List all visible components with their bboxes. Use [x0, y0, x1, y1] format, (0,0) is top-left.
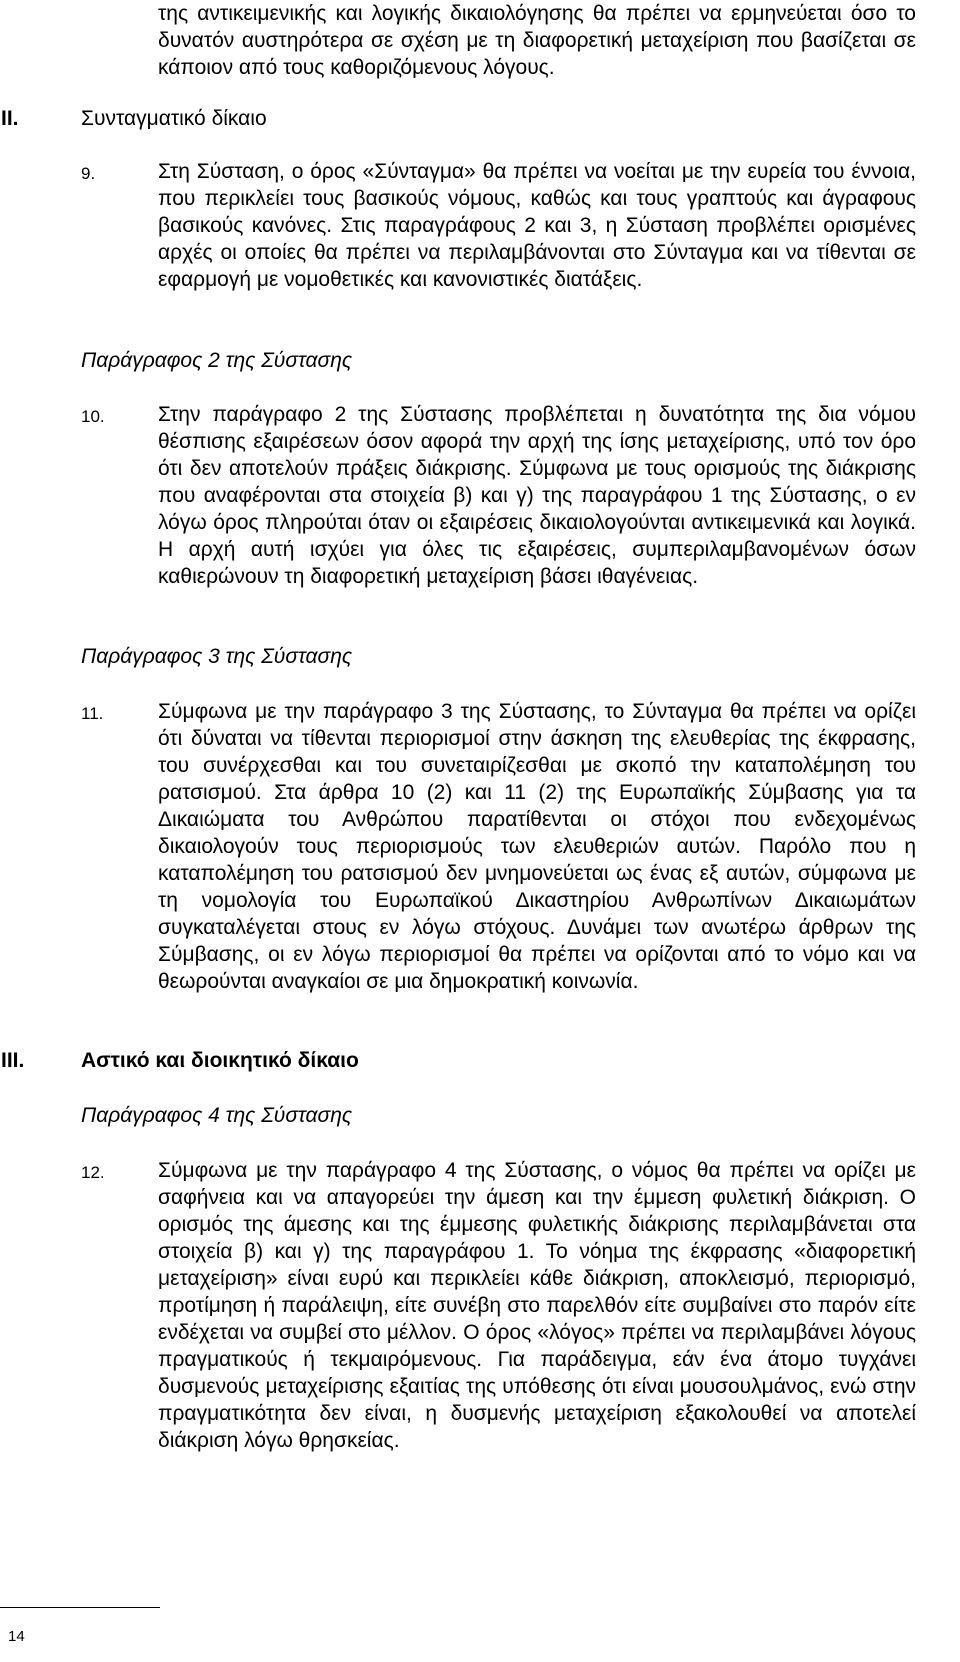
subheading-paragraph-3: Παράγραφος 3 της Σύστασης — [81, 645, 353, 668]
paragraph-number: 9. — [81, 164, 96, 183]
paragraph-9-text: Στη Σύσταση, ο όρος «Σύνταγμα» θα πρέπει να νοείται με την ευρεία του έννοια, που περικλείει τους βασικούς νόμους, καθώς και τους γραπτούς και άγραφους βασικούς κανόνες. Στις παραγράφους 2 και 3, η Σύσταση προβλέπει ορισμένες αρχές οι οποίες θα πρέπει να περιλαμβάνονται στο Σύνταγμα και να τίθενται σε εφαρμογή με νομοθετικές και κανονιστικές διατάξεις. — [158, 160, 916, 291]
paragraph-10-text: Στην παράγραφο 2 της Σύστασης προβλέπεται η δυνατότητα της δια νόμου θέσπισης εξαιρέσεων όσον αφορά την αρχή της ίσης μεταχείρισης, υπό τον όρο ότι δεν αποτελούν πράξεις διάκρισης. Σύμφωνα με τους ορισμούς της διάκρισης που αναφέρονται στα στοιχεία β) και γ) της παραγράφου 1 της Σύστασης, ο εν λόγω όρος πληρούται όταν οι εξαιρέσεις δικαιολογούνται αντικειμενικά και λογικά. Η αρχή αυτή ισχύει για όλες τις εξαιρέσεις, συμπεριλαμβανομένων όσων καθιερώνουν τη διαφορετική μεταχείριση βάσει ιθαγένειας. — [158, 403, 916, 588]
continuation-paragraph: της αντικειμενικής και λογικής δικαιολόγησης θα πρέπει να ερμηνεύεται όσο το δυνατόν αυστηρότερα σε σχέση με τη διαφορετική μεταχείριση που βασίζεται σε κάποιον από τους καθοριζόμενους λόγους. — [158, 2, 916, 79]
section-title: Συνταγματικό δίκαιο — [81, 107, 267, 130]
subheading-paragraph-2: Παράγραφος 2 της Σύστασης — [81, 349, 353, 372]
paragraph-number: 12. — [81, 1163, 105, 1182]
section-number: III. — [1, 1049, 25, 1072]
subheading-paragraph-4: Παράγραφος 4 της Σύστασης — [81, 1104, 353, 1127]
page-number: 14 — [8, 1628, 25, 1645]
paragraph-11-text: Σύμφωνα με την παράγραφο 3 της Σύστασης, το Σύνταγμα θα πρέπει να ορίζει ότι δύναται να τίθενται περιορισμοί στην άσκηση της ελευθερίας της έκφρασης, του συνέρχεσθαι και του συνεταιρίζεσθαι με σκοπό την καταπολέμηση του ρατσισμού. Στα άρθρα 10 (2) και 11 (2) της Ευρωπαϊκής Σύμβασης για τα Δικαιώματα του Ανθρώπου παρατίθενται οι στόχοι που ενδεχομένως δικαιολογούν τους περιορισμούς των ελευθεριών αυτών. Παρόλο που η καταπολέμηση του ρατσισμού δεν μνημονεύεται ως ένας εξ αυτών, σύμφωνα με τη νομολογία του Ευρωπαϊκού Δικαστηρίου Ανθρωπίνων Δικαιωμάτων συγκαταλέγεται στους εν λόγω στόχους. Δυνάμει των ανωτέρω άρθρων της Σύμβασης, οι εν λόγω περιορισμοί θα πρέπει να ορίζονται από το νόμο και να θεωρούνται αναγκαίοι σε μια δημοκρατική κοινωνία. — [158, 700, 916, 993]
paragraph-number: 11. — [81, 704, 104, 723]
footer-divider — [0, 1607, 160, 1608]
paragraph-number: 10. — [81, 407, 105, 426]
paragraph-12-text: Σύμφωνα με την παράγραφο 4 της Σύστασης, ο νόμος θα πρέπει να ορίζει με σαφήνεια και να απαγορεύει την άμεση και την έμμεση φυλετική διάκριση. Ο ορισμός της άμεσης και της έμμεσης φυλετικής διάκρισης περιλαμβάνεται στα στοιχεία β) και γ) της παραγράφου 1. Το νόημα της έκφρασης «διαφορετική μεταχείριση» είναι ευρύ και περικλείει κάθε διάκριση, αποκλεισμό, περιορισμό, προτίμηση ή παράλειψη, είτε συνέβη στο παρελθόν είτε συμβαίνει στο παρόν είτε ενδέχεται να συμβεί στο μέλλον. Ο όρος «λόγος» πρέπει να περιλαμβάνει λόγους πραγματικούς ή τεκμαιρόμενους. Για παράδειγμα, εάν ένα άτομο τυγχάνει δυσμενούς μεταχείρισης εξαιτίας της υπόθεσης ότι είναι μουσουλμάνος, ενώ στην πραγματικότητα δεν είναι, η δυσμενής μεταχείριση εξακολουθεί να αποτελεί διάκριση λόγω θρησκείας. — [158, 1159, 916, 1452]
section-title: Αστικό και διοικητικό δίκαιο — [81, 1049, 359, 1072]
section-number: II. — [1, 107, 19, 130]
